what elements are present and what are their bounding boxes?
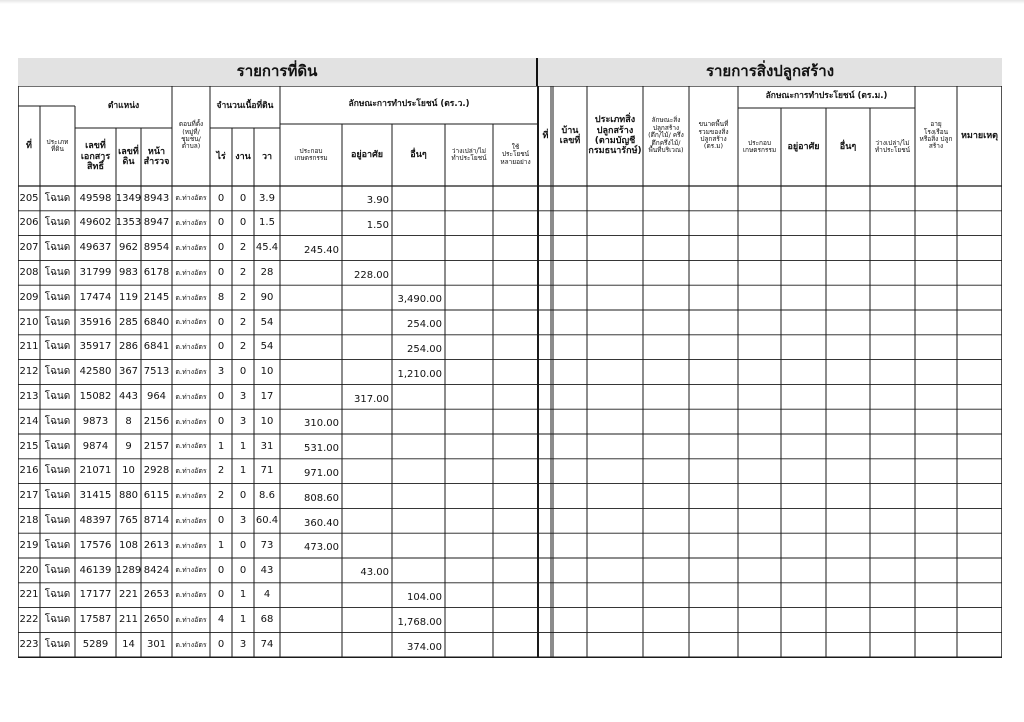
cell-parcel-no: 765 <box>118 515 139 527</box>
cell-land-residential <box>342 459 392 484</box>
cell-address: ต.ท่างอัตร <box>175 367 207 376</box>
section-title-building: รายการสิ่งปลูกสร้าง <box>538 58 1002 86</box>
header-building-other: อื่นๆ <box>839 141 857 152</box>
cell-no: 207 <box>19 242 39 254</box>
cell-type: โฉนด <box>44 440 71 452</box>
cell-wa: 3.9 <box>259 192 275 204</box>
cell-deed-no: 17576 <box>79 539 112 551</box>
cell-wa: 54 <box>260 341 274 353</box>
cell-rai: 1 <box>217 539 225 551</box>
header-building-age: อายุ โรงเรือน หรือสิ่ง ปลูก สร้าง <box>919 120 953 151</box>
cell-wa: 43 <box>260 564 274 576</box>
cell-survey-page: 6115 <box>143 490 170 502</box>
cell-survey-page: 7513 <box>143 366 170 378</box>
cell-parcel-no: 108 <box>118 539 139 551</box>
header-building-agri: ประกอบ เกษตรกรรม <box>742 138 777 154</box>
cell-address: ต.ท่างอัตร <box>175 615 207 624</box>
cell-land-agri <box>280 583 342 608</box>
cell-rai: 0 <box>217 515 225 527</box>
cell-address: ต.ท่างอัตร <box>175 491 207 500</box>
cell-parcel-no: 10 <box>122 465 135 477</box>
header-building-residential: อยู่อาศัย <box>787 141 820 152</box>
header-house-no: บ้าน เลขที่ <box>559 125 581 146</box>
cell-rai: 2 <box>217 465 225 477</box>
cell-rai: 0 <box>217 341 225 353</box>
cell-type: โฉนด <box>44 539 71 551</box>
cell-address: ต.ท่างอัตร <box>175 343 207 352</box>
cell-parcel-no: 983 <box>118 267 139 279</box>
header-parcel-no: เลขที่ ดิน <box>118 146 139 167</box>
cell-no: 223 <box>19 639 39 651</box>
cell-type: โฉนด <box>44 415 71 427</box>
cell-rai: 0 <box>217 639 225 651</box>
cell-address: ต.ท่างอัตร <box>175 392 207 401</box>
cell-type: โฉนด <box>44 391 71 403</box>
cell-survey-page: 6841 <box>143 341 170 353</box>
cell-no: 215 <box>19 440 39 452</box>
section-title-land: รายการที่ดิน <box>18 58 538 86</box>
cell-ngan: 2 <box>239 316 247 328</box>
cell-address: ต.ท่างอัตร <box>175 219 207 228</box>
cell-land-residential <box>342 484 392 509</box>
cell-address: ต.ท่างอัตร <box>175 194 207 203</box>
cell-land-residential: 1.50 <box>366 220 389 232</box>
cell-deed-no: 9873 <box>82 415 109 427</box>
cell-wa: 74 <box>260 639 274 651</box>
land-building-register-sheet <box>18 58 1002 682</box>
cell-land-other <box>392 409 445 434</box>
cell-wa: 10 <box>260 415 274 427</box>
cell-rai: 0 <box>217 192 225 204</box>
cell-land-agri: 971.00 <box>304 468 339 480</box>
cell-land-residential <box>342 310 392 335</box>
cell-deed-no: 46139 <box>79 564 112 576</box>
cell-parcel-no: 14 <box>122 639 135 651</box>
cell-parcel-no: 367 <box>118 366 139 378</box>
cell-land-agri <box>280 310 342 335</box>
cell-rai: 0 <box>217 217 225 229</box>
cell-no: 210 <box>19 316 39 328</box>
cell-wa: 60.4 <box>255 515 279 527</box>
cell-rai: 0 <box>217 267 225 279</box>
cell-survey-page: 6178 <box>143 267 170 279</box>
cell-wa: 31 <box>260 440 274 452</box>
cell-type: โฉนด <box>44 465 71 477</box>
cell-rai: 8 <box>217 291 225 303</box>
cell-address: ต.ท่างอัตร <box>175 268 207 277</box>
cell-wa: 8.6 <box>259 490 275 502</box>
cell-deed-no: 17474 <box>79 291 112 303</box>
cell-ngan: 1 <box>239 589 247 601</box>
cell-survey-page: 6840 <box>143 316 170 328</box>
cell-land-residential <box>342 236 392 261</box>
cell-land-residential: 43.00 <box>360 567 389 579</box>
cell-land-other <box>392 211 445 236</box>
cell-wa: 73 <box>260 539 274 551</box>
cell-wa: 10 <box>260 366 274 378</box>
header-land-mixed: ใช้ ประโยชน์ หลายอย่าง <box>500 142 531 166</box>
cell-land-agri <box>280 211 342 236</box>
cell-parcel-no: 211 <box>118 614 139 626</box>
cell-no: 211 <box>19 341 39 353</box>
cell-type: โฉนด <box>44 564 71 576</box>
cell-rai: 0 <box>217 242 225 254</box>
cell-address: ต.ท่างอัตร <box>175 243 207 252</box>
cell-deed-no: 35917 <box>79 341 112 353</box>
cell-ngan: 3 <box>239 515 247 527</box>
cell-land-residential <box>342 285 392 310</box>
header-building-character: ลักษณะสิ่ง ปลูกสร้าง (ตึก/ไม้/ ครึ่ง ตึกครึ่งไม้/ พื้นที่บริเวณ) <box>648 116 684 155</box>
cell-ngan: 2 <box>239 341 247 353</box>
cell-wa: 54 <box>260 316 274 328</box>
header-land-no: ที่ <box>26 140 32 151</box>
cell-wa: 45.4 <box>255 242 279 254</box>
cell-type: โฉนด <box>44 366 71 378</box>
cell-land-agri: 473.00 <box>304 542 339 554</box>
cell-type: โฉนด <box>44 217 71 229</box>
cell-land-other <box>392 384 445 409</box>
cell-ngan: 0 <box>239 564 247 576</box>
header-building-vacant: ว่างเปล่า/ไม่ ทำประโยชน์ <box>874 138 911 154</box>
cell-land-residential: 3.90 <box>366 195 389 207</box>
cell-land-residential <box>342 409 392 434</box>
cell-no: 217 <box>19 490 39 502</box>
cell-land-agri: 245.40 <box>304 244 339 256</box>
cell-land-agri <box>280 260 342 285</box>
cell-land-agri <box>280 360 342 385</box>
header-land-other: อื่นๆ <box>410 149 427 160</box>
cell-land-other: 254.00 <box>407 319 442 331</box>
cell-wa: 28 <box>260 267 274 279</box>
cell-survey-page: 8954 <box>143 242 170 254</box>
cell-type: โฉนด <box>44 639 71 651</box>
cell-deed-no: 15082 <box>79 391 112 403</box>
header-remark: หมายเหตุ <box>960 130 999 141</box>
cell-type: โฉนด <box>44 316 71 328</box>
cell-parcel-no: 221 <box>118 589 139 601</box>
cell-rai: 4 <box>217 614 225 626</box>
cell-survey-page: 2653 <box>143 589 170 601</box>
cell-deed-no: 42580 <box>79 366 112 378</box>
cell-land-other: 254.00 <box>407 344 442 356</box>
cell-land-agri: 310.00 <box>304 418 339 430</box>
cell-ngan: 0 <box>239 490 247 502</box>
header-building-usage-group: ลักษณะการทำประโยชน์ (ตร.ม.) <box>765 91 888 102</box>
cell-survey-page: 2156 <box>143 415 170 427</box>
cell-land-agri <box>280 285 342 310</box>
cell-land-residential <box>342 608 392 633</box>
cell-no: 216 <box>19 465 39 477</box>
cell-land-residential <box>342 533 392 558</box>
cell-parcel-no: 962 <box>118 242 139 254</box>
cell-no: 205 <box>19 192 39 204</box>
cell-no: 222 <box>19 614 39 626</box>
header-address: ตอนที่ตั้ง (หมู่ที่/ ชุมชน/ ตำบล) <box>178 120 204 151</box>
cell-rai: 0 <box>217 316 225 328</box>
cell-survey-page: 8424 <box>143 564 170 576</box>
cell-land-other: 374.00 <box>407 641 442 653</box>
cell-land-residential <box>342 632 392 657</box>
cell-type: โฉนด <box>44 291 71 303</box>
cell-no: 206 <box>19 217 39 229</box>
cell-ngan: 1 <box>239 440 247 452</box>
cell-parcel-no: 880 <box>118 490 139 502</box>
cell-land-other: 104.00 <box>407 592 442 604</box>
cell-land-agri: 360.40 <box>304 517 339 529</box>
cell-wa: 90 <box>260 291 274 303</box>
cell-address: ต.ท่างอัตร <box>175 566 207 575</box>
cell-rai: 0 <box>217 564 225 576</box>
cell-land-residential <box>342 583 392 608</box>
cell-deed-no: 49598 <box>79 192 112 204</box>
cell-survey-page: 2613 <box>143 539 170 551</box>
header-deed-no: เลขที่ เอกสาร สิทธิ์ <box>80 141 111 173</box>
cell-ngan: 3 <box>239 639 247 651</box>
cell-deed-no: 17177 <box>79 589 112 601</box>
cell-deed-no: 5289 <box>82 639 109 651</box>
header-ngan: งาน <box>235 151 251 162</box>
cell-ngan: 3 <box>239 391 247 403</box>
cell-land-other: 1,210.00 <box>397 368 442 380</box>
cell-survey-page: 8947 <box>143 217 170 229</box>
cell-wa: 71 <box>260 465 274 477</box>
cell-type: โฉนด <box>44 341 71 353</box>
cell-parcel-no: 1353 <box>116 217 141 229</box>
cell-parcel-no: 285 <box>118 316 139 328</box>
cell-wa: 1.5 <box>259 217 275 229</box>
cell-type: โฉนด <box>44 192 71 204</box>
cell-land-agri: 531.00 <box>304 443 339 455</box>
cell-land-residential <box>342 335 392 360</box>
cell-no: 208 <box>19 267 39 279</box>
cell-no: 220 <box>19 564 39 576</box>
cell-survey-page: 2157 <box>143 440 170 452</box>
cell-address: ต.ท่างอัตร <box>175 293 207 302</box>
cell-survey-page: 8943 <box>143 192 170 204</box>
cell-survey-page: 8714 <box>143 515 170 527</box>
cell-ngan: 1 <box>239 614 247 626</box>
cell-parcel-no: 443 <box>118 391 139 403</box>
header-survey-page: หน้า สำรวจ <box>143 146 170 167</box>
cell-land-other <box>392 508 445 533</box>
cell-rai: 0 <box>217 415 225 427</box>
cell-address: ต.ท่างอัตร <box>175 318 207 327</box>
cell-land-agri: 808.60 <box>304 492 339 504</box>
cell-address: ต.ท่างอัตร <box>175 467 207 476</box>
cell-land-residential <box>342 360 392 385</box>
cell-no: 209 <box>19 291 39 303</box>
cell-address: ต.ท่างอัตร <box>175 516 207 525</box>
header-rai: ไร่ <box>216 151 226 162</box>
cell-ngan: 2 <box>239 267 247 279</box>
cell-parcel-no: 9 <box>125 440 132 452</box>
cell-land-agri <box>280 632 342 657</box>
cell-land-other: 1,768.00 <box>397 616 442 628</box>
cell-land-agri <box>280 608 342 633</box>
cell-survey-page: 2145 <box>143 291 170 303</box>
cell-survey-page: 301 <box>146 639 167 651</box>
cell-deed-no: 9874 <box>82 440 109 452</box>
cell-rai: 3 <box>217 366 225 378</box>
cell-deed-no: 35916 <box>79 316 112 328</box>
cell-address: ต.ท่างอัตร <box>175 442 207 451</box>
cell-wa: 68 <box>260 614 274 626</box>
cell-land-other: 3,490.00 <box>397 294 442 306</box>
cell-ngan: 0 <box>239 366 247 378</box>
cell-land-residential: 317.00 <box>354 393 389 405</box>
cell-land-other <box>392 260 445 285</box>
cell-ngan: 0 <box>239 192 247 204</box>
cell-no: 212 <box>19 366 39 378</box>
cell-survey-page: 964 <box>146 391 167 403</box>
header-land-type: ประเภท ที่ดิน <box>46 137 69 153</box>
cell-land-other <box>392 533 445 558</box>
cell-address: ต.ท่างอัตร <box>175 640 207 649</box>
header-building-type: ประเภทสิ่ง ปลูกสร้าง (ตามบัญชี กรมธนารักษ์) <box>588 115 642 157</box>
cell-no: 221 <box>19 589 39 601</box>
cell-no: 213 <box>19 391 39 403</box>
cell-deed-no: 49637 <box>79 242 112 254</box>
cell-type: โฉนด <box>44 515 71 527</box>
cell-land-agri <box>280 186 342 211</box>
cell-no: 219 <box>19 539 39 551</box>
cell-type: โฉนด <box>44 614 71 626</box>
cell-no: 214 <box>19 415 39 427</box>
cell-type: โฉนด <box>44 589 71 601</box>
cell-rai: 0 <box>217 391 225 403</box>
cell-land-other <box>392 236 445 261</box>
cell-address: ต.ท่างอัตร <box>175 417 207 426</box>
cell-land-agri <box>280 384 342 409</box>
header-wa: วา <box>261 151 273 162</box>
cell-ngan: 2 <box>239 291 247 303</box>
cell-land-residential <box>342 434 392 459</box>
cell-address: ต.ท่างอัตร <box>175 591 207 600</box>
cell-parcel-no: 119 <box>118 291 139 303</box>
cell-deed-no: 31799 <box>79 267 112 279</box>
cell-parcel-no: 8 <box>125 415 132 427</box>
cell-parcel-no: 1289 <box>116 564 141 576</box>
cell-land-other <box>392 459 445 484</box>
cell-parcel-no: 286 <box>118 341 139 353</box>
cell-ngan: 3 <box>239 415 247 427</box>
cell-survey-page: 2928 <box>143 465 170 477</box>
scan-edge <box>0 0 1024 4</box>
cell-deed-no: 49602 <box>79 217 112 229</box>
cell-land-other <box>392 434 445 459</box>
cell-ngan: 2 <box>239 242 247 254</box>
cell-wa: 17 <box>260 391 274 403</box>
cell-wa: 4 <box>263 589 271 601</box>
header-location-group: ตำแหน่ง <box>107 101 140 112</box>
cell-rai: 1 <box>217 440 225 452</box>
header-land-usage-group: ลักษณะการทำประโยชน์ (ตร.ว.) <box>348 99 470 110</box>
cell-deed-no: 17587 <box>79 614 112 626</box>
cell-land-other <box>392 484 445 509</box>
cell-type: โฉนด <box>44 490 71 502</box>
cell-address: ต.ท่างอัตร <box>175 541 207 550</box>
cell-ngan: 0 <box>239 217 247 229</box>
cell-ngan: 0 <box>239 539 247 551</box>
cell-type: โฉนด <box>44 242 71 254</box>
cell-ngan: 1 <box>239 465 247 477</box>
cell-land-residential <box>342 508 392 533</box>
cell-rai: 0 <box>217 589 225 601</box>
cell-no: 218 <box>19 515 39 527</box>
cell-land-agri <box>280 558 342 583</box>
cell-type: โฉนด <box>44 267 71 279</box>
cell-rai: 2 <box>217 490 225 502</box>
cell-land-other <box>392 558 445 583</box>
cell-land-other <box>392 186 445 211</box>
header-land-vacant: ว่างเปล่า/ไม่ ทำประโยชน์ <box>451 146 487 162</box>
cell-deed-no: 48397 <box>79 515 112 527</box>
header-area-group: จำนวนเนื้อที่ดิน <box>216 101 274 112</box>
header-building-size: ขนาดพื้นที่ รวมของสิ่ง ปลูกสร้าง (ตร.ม) <box>698 120 729 151</box>
header-land-agri: ประกอบ เกษตรกรรม <box>294 146 328 162</box>
header-building-no: ที่ <box>542 130 549 141</box>
header-land-residential: อยู่อาศัย <box>350 149 384 160</box>
cell-deed-no: 21071 <box>79 465 112 477</box>
cell-land-residential: 228.00 <box>354 269 389 281</box>
cell-land-agri <box>280 335 342 360</box>
cell-parcel-no: 1349 <box>116 192 141 204</box>
cell-deed-no: 31415 <box>79 490 112 502</box>
cell-survey-page: 2650 <box>143 614 170 626</box>
